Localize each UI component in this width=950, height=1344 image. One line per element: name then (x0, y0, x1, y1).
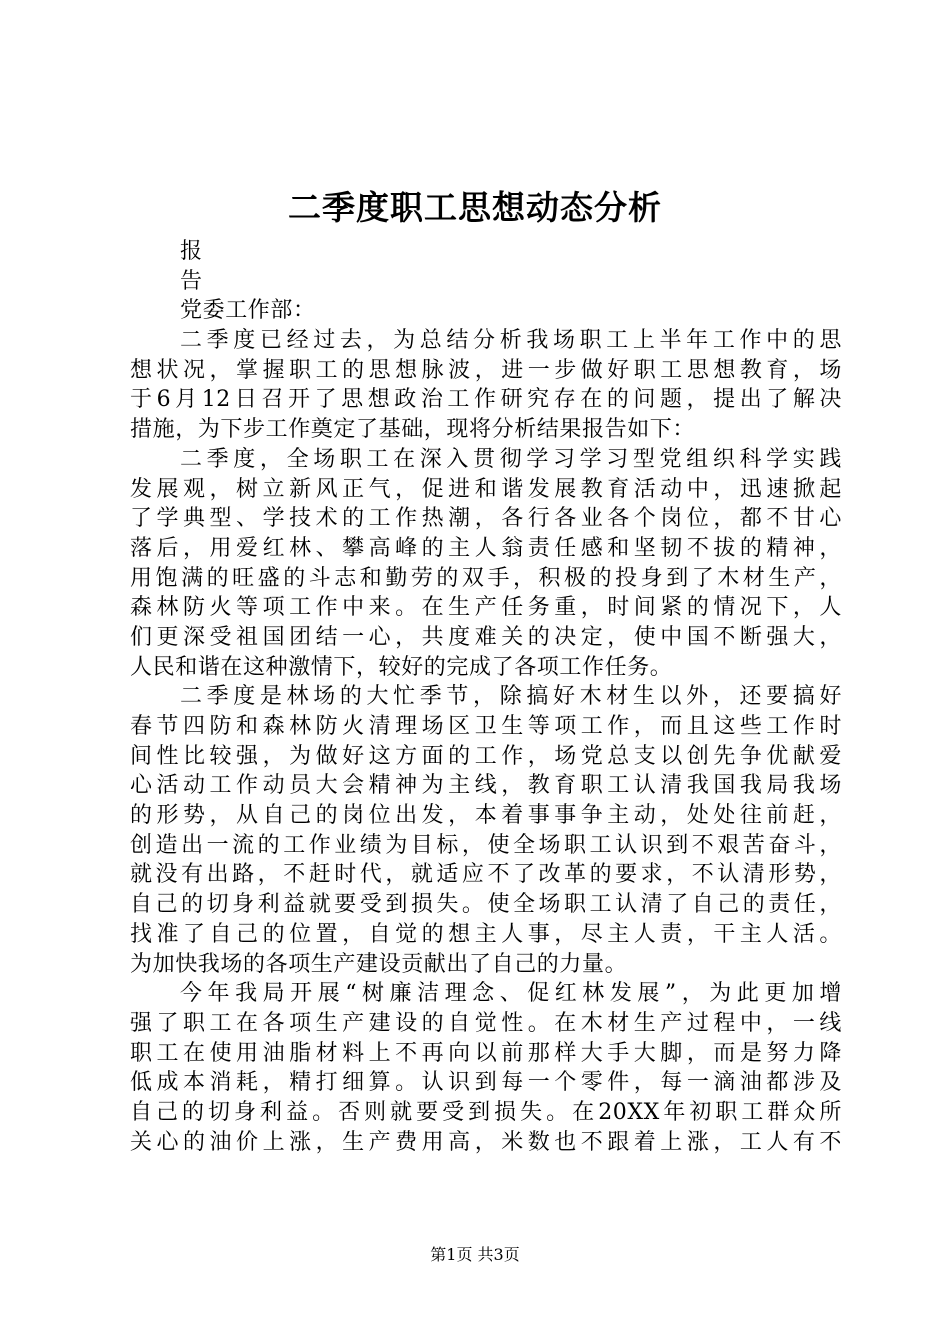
body-text-line: 职工在使用油脂材料上不再向以前那样大手大脚，而是努力降 (130, 1040, 842, 1066)
body-text-line: 想状况，掌握职工的思想脉波，进一步做好职工思想教育，场 (130, 357, 842, 383)
body-text-line: 告 (180, 268, 203, 294)
document-body (130, 237, 842, 1157)
body-text-line: 二季度是林场的大忙季节，除搞好木材生以外，还要搞好 (180, 684, 842, 710)
body-text-line: 报 (180, 239, 203, 264)
body-text-line: 今年我局开展“树廉洁理念、促红林发展”，为此更加增 (180, 981, 842, 1007)
body-text-line: 森林防火等项工作中来。在生产任务重，时间紧的情况下，人 (130, 595, 842, 621)
body-text-line: 自己的切身利益就要受到损失。使全场职工认清了自己的责任， (130, 892, 842, 918)
page-footer: 第1页 共3页 (430, 1245, 520, 1264)
body-text-line: 党委工作部： (180, 298, 316, 324)
body-text-line: 为加快我场的各项生产建设贡献出了自己的力量。 (130, 951, 628, 977)
body-text-line: 间性比较强，为做好这方面的工作，场党总支以创先争优献爱 (130, 743, 842, 769)
body-text-line: 们更深受祖国团结一心，共度难关的决定，使中国不断强大， (130, 624, 842, 650)
body-text-line: 自己的切身利益。否则就要受到损失。在20XX年初职工群众所 (130, 1099, 842, 1125)
body-text-line: 春节四防和森林防火清理场区卫生等项工作，而且这些工作时 (130, 714, 842, 739)
body-text-line: 找准了自己的位置，自觉的想主人事，尽主人责，干主人活。 (130, 921, 842, 947)
body-text-line: 发展观，树立新风正气，促进和谐发展教育活动中，迅速掀起 (130, 476, 842, 502)
document-title: 二季度职工思想动态分析 (288, 188, 662, 227)
body-text-line: 心活动工作动员大会精神为主线，教育职工认清我国我局我场 (130, 773, 842, 799)
body-text-line: 的形势，从自己的岗位出发，本着事事争主动，处处往前赶， (130, 803, 842, 829)
body-text-line: 用饱满的旺盛的斗志和勤劳的双手，积极的投身到了木材生产， (130, 565, 842, 591)
body-text-line: 了学典型、学技术的工作热潮，各行各业各个岗位，都不甘心 (130, 506, 842, 532)
body-text-line: 于6月12日召开了思想政治工作研究存在的问题，提出了解决 (130, 387, 842, 413)
body-text-line: 措施，为下步工作奠定了基础，现将分析结果报告如下： (130, 417, 696, 443)
body-text-line: 创造出一流的工作业绩为目标，使全场职工认识到不艰苦奋斗， (130, 832, 842, 858)
body-text-line: 人民和谐在这种激情下，较好的完成了各项工作任务。 (130, 654, 673, 680)
body-text-line: 二季度已经过去，为总结分析我场职工上半年工作中的思 (180, 328, 842, 354)
body-text-line: 落后，用爱红林、攀高峰的主人翁责任感和坚韧不拔的精神， (130, 535, 842, 561)
body-text-line: 就没有出路，不赶时代，就适应不了改革的要求，不认清形势， (130, 862, 842, 888)
body-text-line: 强了职工在各项生产建设的自觉性。在木材生产过程中，一线 (130, 1010, 842, 1036)
body-text-line: 低成本消耗，精打细算。认识到每一个零件，每一滴油都涉及 (130, 1070, 842, 1096)
body-text-line: 关心的油价上涨，生产费用高，米数也不跟着上涨，工人有不 (130, 1129, 842, 1155)
body-text-line: 二季度，全场职工在深入贯彻学习学习型党组织科学实践 (180, 446, 842, 472)
